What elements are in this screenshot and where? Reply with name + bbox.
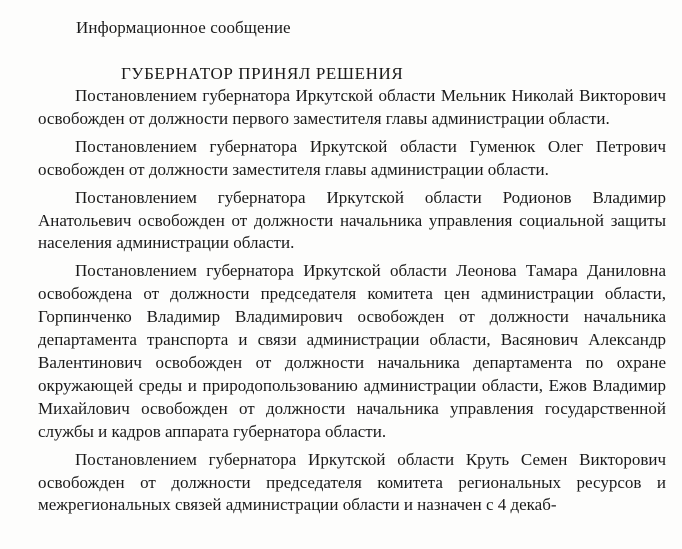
document-title: ГУБЕРНАТОР ПРИНЯЛ РЕШЕНИЯ [121,64,404,83]
paragraph-gumenyuk: Постановлением губернатора Иркутской области Гуменюк Олег Петрович освобожден от должности заместителя главы администрации области. [38,136,666,179]
paragraph-leonova: Постановлением губернатора Иркутской области Леонова Тамара Даниловна освобождена от должности председателя комитета цен администрации области, Горпинченко Владимир Владимирович освобожден от должности начальника департамента транспорта и связи администрации области, Васянович Александр Валентинович освобожден от должности начальника департамента по охране окружающей среды и природопользованию администрации области, Ежов Владимир Михайлович освобожден от должности начальника управления государственной службы и кадров аппарата губернатора области. [38,261,666,441]
paragraph-melnik: Постановлением губернатора Иркутской области Мельник Николай Викторович освобожден от должности первого заместителя главы администрации области. [38,86,666,128]
paragraph-rodionov: Постановлением губернатора Иркутской области Родионов Владимир Анатольевич освобожден от должности начальника управления социальной защиты населения администрации области. [38,187,666,253]
paragraph-krut: Постановлением губернатора Иркутской области Круть Семен Викторович освобожден от должности председателя комитета региональных ресурсов и межрегиональных связей администрации области и назначен с 4 декаб- [38,449,666,515]
document-body [38,85,666,522]
document-header: Информационное сообщение [76,18,291,37]
